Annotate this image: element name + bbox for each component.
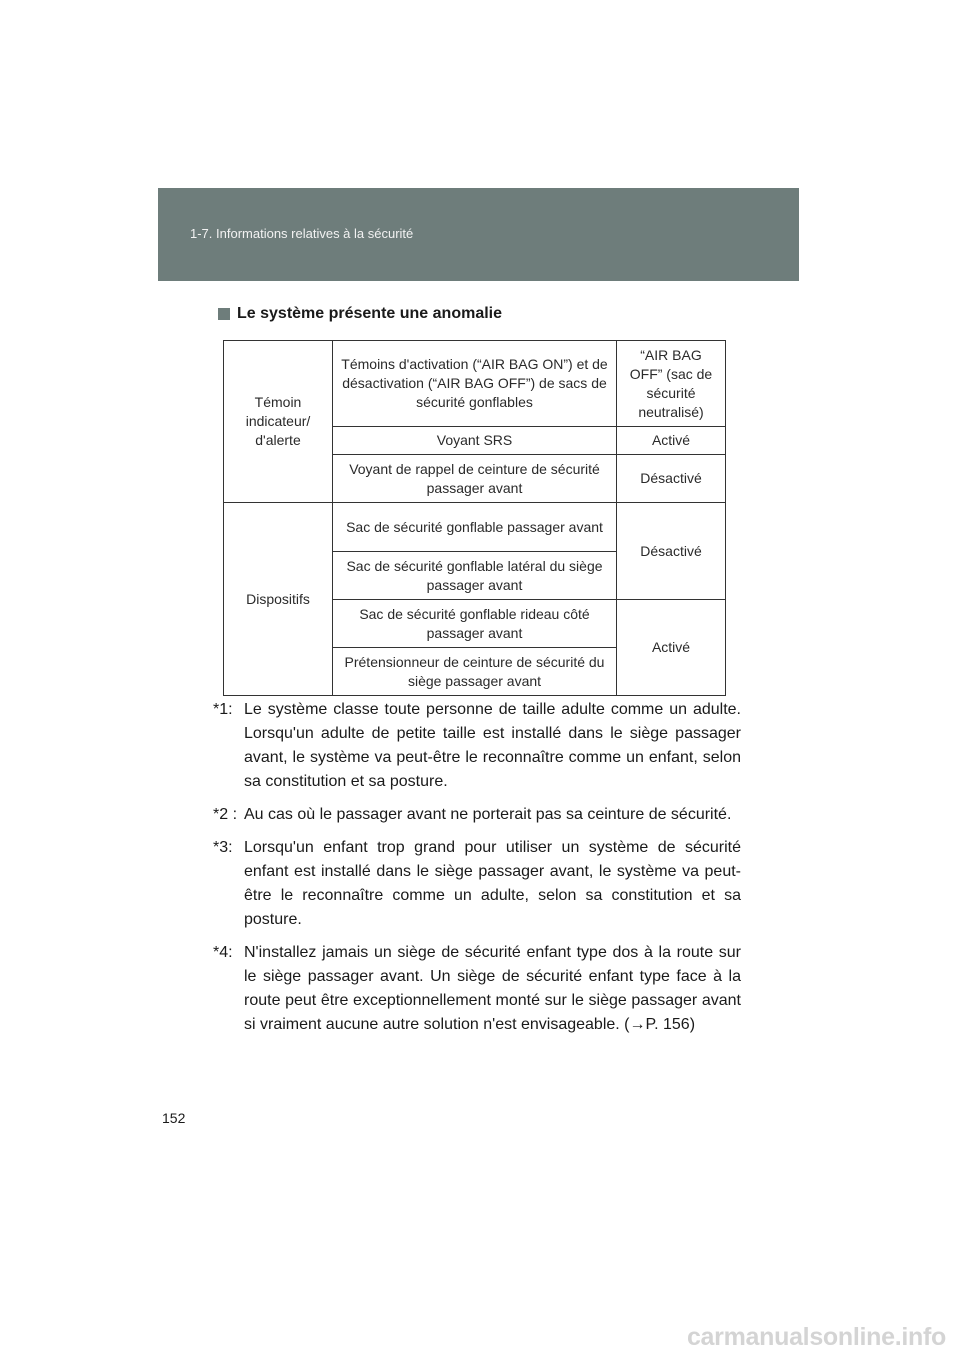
value-group-active: Activé bbox=[617, 600, 726, 696]
row-label-srs: Voyant SRS bbox=[333, 427, 617, 455]
footnote-item bbox=[213, 698, 741, 794]
watermark-logo: carmanualsonline.info bbox=[686, 1323, 946, 1351]
square-bullet-icon bbox=[218, 308, 230, 320]
dispositifs-header-cell: Dispositifs bbox=[224, 503, 333, 696]
footnote-mark: *4: bbox=[213, 944, 233, 961]
footnote-mark: *2 : bbox=[213, 806, 238, 823]
value-srs: Activé bbox=[617, 427, 726, 455]
subsection-title: Le système présente une anomalie bbox=[237, 305, 502, 322]
status-table bbox=[223, 340, 726, 696]
row-label-pretensionneur: Prétensionneur de ceinture de sécurité du siège passager avant bbox=[333, 648, 617, 696]
row-label-rappel: Voyant de rappel de ceinture de sécurité passager avant bbox=[333, 455, 617, 503]
row-label-sac-avant: Sac de sécurité gonflable passager avant bbox=[333, 503, 617, 552]
page-number: 152 bbox=[162, 1110, 186, 1126]
footnote-text: Lorsqu'un enfant trop grand pour utiliser un système de sécurité enfant est installé dans le siège passager avant, le système va peut-être le reconnaître comme un adulte, selon sa constitution et sa posture. bbox=[244, 839, 741, 928]
footnote-mark: *1: bbox=[213, 701, 233, 718]
section-header-band bbox=[158, 188, 799, 281]
row-label-rideau: Sac de sécurité gonflable rideau côté passager avant bbox=[333, 600, 617, 648]
footnote-item bbox=[213, 803, 741, 827]
section-title: 1-7. Informations relatives à la sécurité bbox=[190, 226, 414, 241]
value-group-desactive: Désactivé bbox=[617, 503, 726, 600]
footnote-text: Le système classe toute personne de taille adulte comme un adulte. Lorsqu'un adulte de petite taille est installé dans le siège passager avant, le système va peut-être le reconnaître comme un enfant, selon sa constitution et sa posture. bbox=[244, 701, 741, 790]
subsection-heading bbox=[218, 305, 502, 323]
footnote-text: Au cas où le passager avant ne porterait pas sa ceinture de sécurité. bbox=[244, 806, 732, 823]
footnote-item bbox=[213, 836, 741, 932]
row-label-sac-lateral: Sac de sécurité gonflable latéral du siège passager avant bbox=[333, 552, 617, 600]
temoin-header-cell: Témoin indicateur/ d'alerte bbox=[224, 341, 333, 503]
footnote-text: N'installez jamais un siège de sécurité enfant type dos à la route sur le siège passager avant. Un siège de sécurité enfant type face à la route peut être exceptionnellement monté sur le siège passager avant si vraiment aucune autre solution n'est envisageable. (→P. 156) bbox=[244, 944, 741, 1033]
footnote-item bbox=[213, 941, 741, 1037]
value-rappel: Désactivé bbox=[617, 455, 726, 503]
footnotes bbox=[213, 698, 741, 1046]
value-activation: “AIR BAG OFF” (sac de sécurité neutralisé) bbox=[617, 341, 726, 427]
footnote-mark: *3: bbox=[213, 839, 233, 856]
row-label-activation: Témoins d'activation (“AIR BAG ON”) et de désactivation (“AIR BAG OFF”) de sacs de sécurité gonflables bbox=[333, 341, 617, 427]
